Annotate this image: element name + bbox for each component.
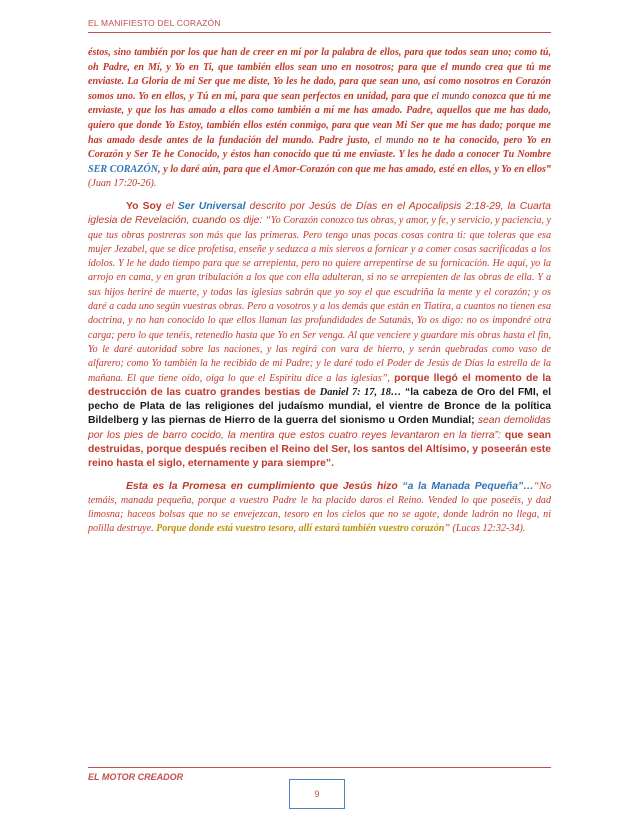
p2-daniel-ref: Daniel 7: 17, 18… [319,386,402,398]
p1-text-1: éstos, sino también por los que han de creer en mí por la palabra de ellos, para que todos sean uno; como tú, oh Padre, en Mí, y Yo en Ti, que también ellos sean uno en nosotros; para que el mundo crea que tú me enviaste. La Gloria de mi Ser que me diste, Yo les he dado, para que sean uno, así como nosotros en Corazón somos uno. Yo en ellos, y Tú en mí, para que sean perfectos en unidad, para que [88,47,551,102]
p2-momento: porque llegó el momento de la destrucción de las cuatro grandes bestias de [88,372,552,398]
p3-comma: , [293,523,299,535]
paragraph-yo-soy [88,200,551,472]
page-body [88,46,551,537]
p1-el-mundo-2: el mundo [374,134,414,146]
p2-bestias: “la cabeza de Oro del FMI, el pecho de Plata de las religiones del judaísmo mundial, el vientre de Bronce de la política Bildelberg y las piernas de Hierro de la guerra del sionismo u Orden Mundial; [88,386,551,427]
p1-ser-corazon: SER CORAZÓN [88,163,158,175]
p1-reference: (Juan 17:20-26). [88,178,157,190]
p2-el: el [161,200,178,212]
p2-destruidas: que sean destruidas, porque después reciben el Reino del Ser, los santos del Altísimo, y poseerán este reino hasta el siglo, eternamente y para siempre”. [88,429,551,470]
p1-text-3: no te ha conocido, pero Yo en Corazón y Ser Te he Conocido, y éstos han conocido que tú me enviaste. Y les he dado a conocer Tu Nombre [88,134,551,161]
p2-yo-soy: Yo Soy [126,200,162,212]
paragraph-scripture-quote [88,46,551,192]
page-number: 9 [314,789,320,799]
paragraph-promesa [88,480,551,537]
p3-manada: “a la Manada Pequeña”… [402,480,534,492]
p2-demolidas: sean demolidas por los pies de barro cocido, la mentira que estos cuatro reyes levantaron en la tierra”: [88,415,551,441]
p2-ser-universal: Ser Universal [177,200,246,212]
page-number-box [289,779,345,809]
p1-text-2: conozca que tú me enviaste, y que los has amado a ellos como también a mí me has amado. Padre, aquellos que me has dado, quiero que donde Yo Estoy, también ellos estén conmigo, para que vean Mi Ser que me has dado; porque me has amado desde antes de la fundación del mundo. Padre justo, [88,90,551,146]
p2-intro: descrito por Jesús de Días en el Apocalipsis 2:18-29, la Cuarta iglesia de Revelación, cuando os dije: [88,200,551,227]
p3-luke-quote: “No temáis, manada pequeña, porque a vuestro Padre le ha placido daros el Reino. Vended lo que poseéis, y dad limosna; haceos bolsas que no se envejezcan, tesoro en los cielos que no se agote, donde ladrón no llega, ni polilla destruye. [88,480,551,535]
running-footer: EL MOTOR CREADOR [88,772,184,782]
p2-apocalypse-quote: “Yo Corazón conozco tus obras, y amor, y fe, y servicio, y paciencia, y que tus obras postreras son más que las primeras. Pero tengo unas pocas cosas contra ti: que toleras que esa mujer Jezabel, que se dice profetisa, enseñe y seduzca a mis siervos a fornicar y a comer cosas sacrificadas a los ídolos. Y le he dado tiempo para que se arrepienta, pero no quiere arrepentirse de su fornicación. He aquí, yo la arrojo en cama, y en gran tribulación a los que con ella adulteran, si no se arrepienten de las obras de ella. Y a sus hijos heriré de muerte, y todas las iglesias sabrán que yo soy el que escudriña la mente y el corazón; y os daré a cada uno según vuestras obras. Pero a vosotros y a los demás que están en Tiatira, a cuantos no tienen esa doctrina, y no han conocido lo que ellos llaman las profundidades de Satanás, Yo os digo: no os impondré otra carga; pero lo que tenéis, retenedlo hasta que Yo en Ser venga. Al que venciere y guardare mis obras hasta el fin, Yo le daré autoridad sobre las naciones, y las regirá con vara de hierro, y serán quebradas como vaso de alfarero; como Yo también la he recibido de mi Padre; y le daré todo el Poder de Jesús de Días la estrella de la mañana. El que tiene oído, oiga lo que el Espíritu dice a las iglesias”, [88,215,551,384]
p3-corazon: allí estará también vuestro corazón [298,523,445,535]
p3-promesa: Esta es la Promesa en cumplimiento que Jesús hizo [126,480,403,492]
footer-divider [88,767,551,768]
p3-reference: ” (Lucas 12:32-34). [444,523,526,535]
p1-el-mundo-1: el mundo [431,90,470,102]
p1-text-4: , y lo daré aún, para que el Amor-Corazón con que me has amado, esté en ellos, y Yo en ellos” [158,163,551,175]
header-divider [88,32,551,33]
running-header: EL MANIFIESTO DEL CORAZÓN [88,18,221,28]
p3-tesoro: Porque donde está vuestro tesoro [156,523,294,535]
